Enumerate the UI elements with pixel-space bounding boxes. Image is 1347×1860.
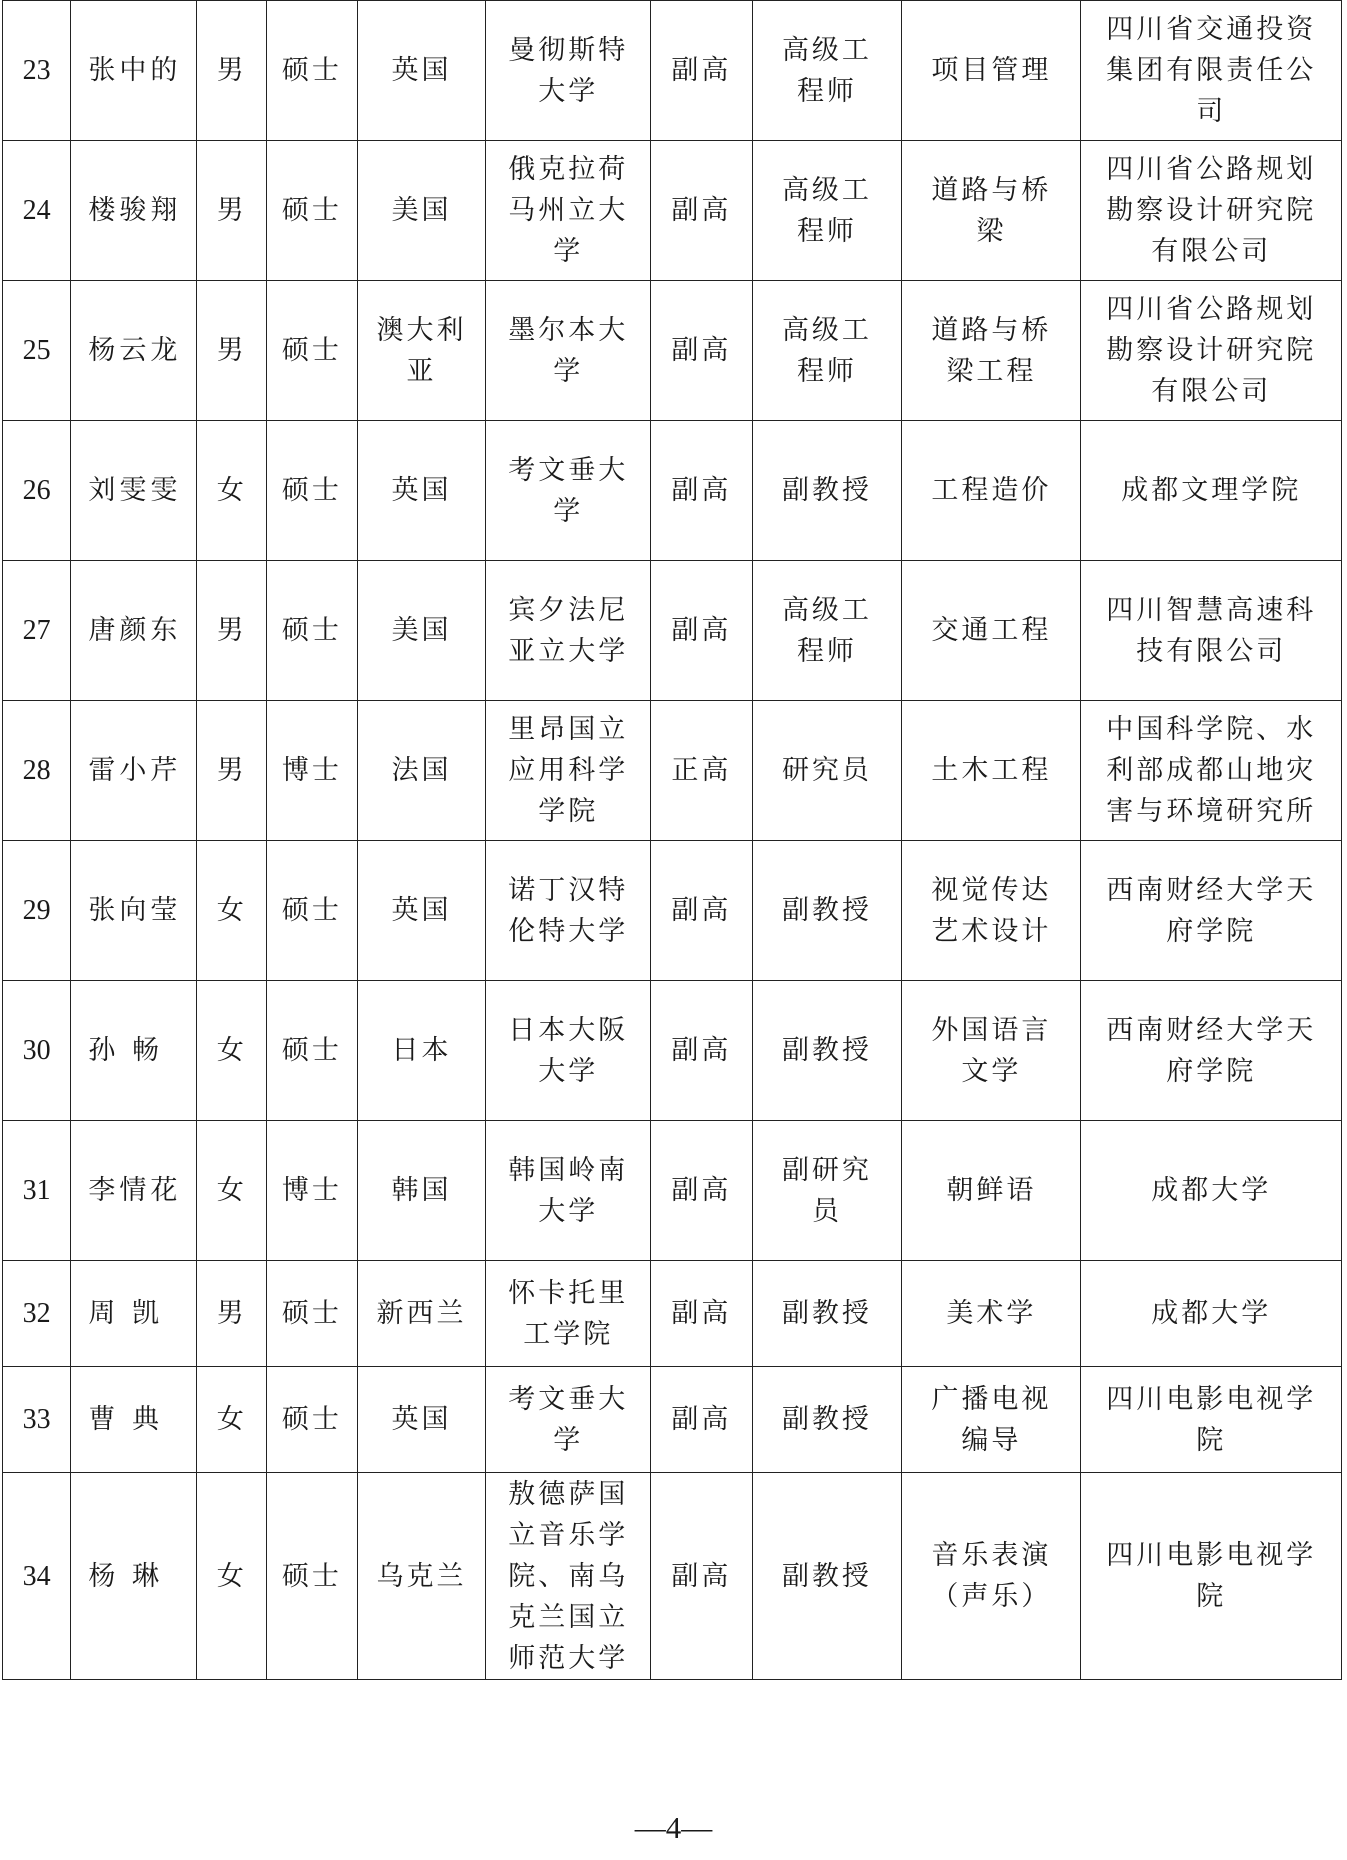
person-name: 刘雯雯 — [71, 421, 197, 561]
gender-cell: 女 — [197, 421, 267, 561]
table-row — [3, 421, 1342, 561]
table-row — [3, 1261, 1342, 1367]
person-name: 周 凯 — [71, 1261, 197, 1367]
row-number: 31 — [3, 1121, 71, 1261]
title-cell: 副研究员 — [752, 1121, 902, 1261]
country-cell: 英国 — [357, 841, 485, 981]
major-cell: 交通工程 — [902, 561, 1081, 701]
level-cell: 副高 — [651, 1121, 752, 1261]
title-cell: 副教授 — [752, 1367, 902, 1473]
institution-cell: 宾夕法尼亚立大学 — [486, 561, 651, 701]
gender-cell: 女 — [197, 1473, 267, 1680]
table-row — [3, 561, 1342, 701]
person-name: 曹 典 — [71, 1367, 197, 1473]
title-cell: 高级工程师 — [752, 281, 902, 421]
title-cell: 副教授 — [752, 1473, 902, 1680]
institution-cell: 里昂国立应用科学学院 — [486, 701, 651, 841]
gender-cell: 男 — [197, 701, 267, 841]
employer-cell: 成都文理学院 — [1081, 421, 1342, 561]
row-number: 27 — [3, 561, 71, 701]
degree-cell: 硕士 — [267, 281, 358, 421]
institution-cell: 日本大阪大学 — [486, 981, 651, 1121]
row-number: 25 — [3, 281, 71, 421]
degree-cell: 硕士 — [267, 561, 358, 701]
degree-cell: 硕士 — [267, 421, 358, 561]
employer-cell: 成都大学 — [1081, 1261, 1342, 1367]
table-row — [3, 841, 1342, 981]
country-cell: 乌克兰 — [357, 1473, 485, 1680]
country-cell: 英国 — [357, 1, 485, 141]
title-cell: 研究员 — [752, 701, 902, 841]
level-cell: 副高 — [651, 841, 752, 981]
gender-cell: 男 — [197, 281, 267, 421]
institution-cell: 敖德萨国立音乐学院、南乌克兰国立师范大学 — [486, 1473, 651, 1680]
major-cell: 项目管理 — [902, 1, 1081, 141]
gender-cell: 女 — [197, 1367, 267, 1473]
title-cell: 副教授 — [752, 841, 902, 981]
level-cell: 正高 — [651, 701, 752, 841]
degree-cell: 硕士 — [267, 1261, 358, 1367]
level-cell: 副高 — [651, 1367, 752, 1473]
title-cell: 高级工程师 — [752, 141, 902, 281]
level-cell: 副高 — [651, 981, 752, 1121]
row-number: 33 — [3, 1367, 71, 1473]
table-row — [3, 1, 1342, 141]
country-cell: 澳大利亚 — [357, 281, 485, 421]
employer-cell: 西南财经大学天府学院 — [1081, 841, 1342, 981]
table-row — [3, 1121, 1342, 1261]
title-cell: 副教授 — [752, 981, 902, 1121]
employer-cell: 四川省公路规划勘察设计研究院有限公司 — [1081, 281, 1342, 421]
level-cell: 副高 — [651, 281, 752, 421]
title-cell: 高级工程师 — [752, 561, 902, 701]
major-cell: 朝鲜语 — [902, 1121, 1081, 1261]
institution-cell: 俄克拉荷马州立大学 — [486, 141, 651, 281]
row-number: 30 — [3, 981, 71, 1121]
person-name: 李情花 — [71, 1121, 197, 1261]
title-cell: 高级工程师 — [752, 1, 902, 141]
country-cell: 美国 — [357, 561, 485, 701]
person-name: 楼骏翔 — [71, 141, 197, 281]
employer-cell: 西南财经大学天府学院 — [1081, 981, 1342, 1121]
table-row — [3, 981, 1342, 1121]
person-name: 唐颜东 — [71, 561, 197, 701]
row-number: 34 — [3, 1473, 71, 1680]
major-cell: 外国语言文学 — [902, 981, 1081, 1121]
personnel-table — [2, 0, 1342, 1680]
institution-cell: 墨尔本大学 — [486, 281, 651, 421]
table-row — [3, 141, 1342, 281]
degree-cell: 硕士 — [267, 981, 358, 1121]
employer-cell: 四川省交通投资集团有限责任公司 — [1081, 1, 1342, 141]
country-cell: 英国 — [357, 1367, 485, 1473]
country-cell: 日本 — [357, 981, 485, 1121]
degree-cell: 博士 — [267, 1121, 358, 1261]
institution-cell: 怀卡托里工学院 — [486, 1261, 651, 1367]
level-cell: 副高 — [651, 421, 752, 561]
major-cell: 道路与桥梁工程 — [902, 281, 1081, 421]
degree-cell: 博士 — [267, 701, 358, 841]
table-row — [3, 1367, 1342, 1473]
title-cell: 副教授 — [752, 1261, 902, 1367]
row-number: 28 — [3, 701, 71, 841]
employer-cell: 四川智慧高速科技有限公司 — [1081, 561, 1342, 701]
level-cell: 副高 — [651, 1, 752, 141]
person-name: 雷小芹 — [71, 701, 197, 841]
row-number: 23 — [3, 1, 71, 141]
gender-cell: 男 — [197, 1261, 267, 1367]
institution-cell: 韩国岭南大学 — [486, 1121, 651, 1261]
employer-cell: 四川电影电视学院 — [1081, 1367, 1342, 1473]
person-name: 杨云龙 — [71, 281, 197, 421]
country-cell: 新西兰 — [357, 1261, 485, 1367]
table-row — [3, 1473, 1342, 1680]
institution-cell: 诺丁汉特伦特大学 — [486, 841, 651, 981]
row-number: 29 — [3, 841, 71, 981]
employer-cell: 四川电影电视学院 — [1081, 1473, 1342, 1680]
gender-cell: 女 — [197, 1121, 267, 1261]
country-cell: 美国 — [357, 141, 485, 281]
person-name: 杨 琳 — [71, 1473, 197, 1680]
table-row — [3, 701, 1342, 841]
major-cell: 视觉传达艺术设计 — [902, 841, 1081, 981]
row-number: 26 — [3, 421, 71, 561]
major-cell: 道路与桥梁 — [902, 141, 1081, 281]
row-number: 32 — [3, 1261, 71, 1367]
person-name: 孙 畅 — [71, 981, 197, 1121]
gender-cell: 男 — [197, 561, 267, 701]
degree-cell: 硕士 — [267, 141, 358, 281]
institution-cell: 考文垂大学 — [486, 421, 651, 561]
level-cell: 副高 — [651, 141, 752, 281]
row-number: 24 — [3, 141, 71, 281]
major-cell: 土木工程 — [902, 701, 1081, 841]
major-cell: 音乐表演（声乐） — [902, 1473, 1081, 1680]
major-cell: 美术学 — [902, 1261, 1081, 1367]
person-name: 张中的 — [71, 1, 197, 141]
degree-cell: 硕士 — [267, 1473, 358, 1680]
degree-cell: 硕士 — [267, 1, 358, 141]
degree-cell: 硕士 — [267, 1367, 358, 1473]
institution-cell: 考文垂大学 — [486, 1367, 651, 1473]
gender-cell: 女 — [197, 981, 267, 1121]
page-number: —4— — [634, 1810, 713, 1845]
employer-cell: 中国科学院、水利部成都山地灾害与环境研究所 — [1081, 701, 1342, 841]
title-cell: 副教授 — [752, 421, 902, 561]
major-cell: 工程造价 — [902, 421, 1081, 561]
table-row — [3, 281, 1342, 421]
gender-cell: 女 — [197, 841, 267, 981]
institution-cell: 曼彻斯特大学 — [486, 1, 651, 141]
country-cell: 韩国 — [357, 1121, 485, 1261]
level-cell: 副高 — [651, 561, 752, 701]
level-cell: 副高 — [651, 1473, 752, 1680]
degree-cell: 硕士 — [267, 841, 358, 981]
major-cell: 广播电视编导 — [902, 1367, 1081, 1473]
person-name: 张向莹 — [71, 841, 197, 981]
level-cell: 副高 — [651, 1261, 752, 1367]
employer-cell: 四川省公路规划勘察设计研究院有限公司 — [1081, 141, 1342, 281]
employer-cell: 成都大学 — [1081, 1121, 1342, 1261]
country-cell: 法国 — [357, 701, 485, 841]
country-cell: 英国 — [357, 421, 485, 561]
gender-cell: 男 — [197, 1, 267, 141]
gender-cell: 男 — [197, 141, 267, 281]
